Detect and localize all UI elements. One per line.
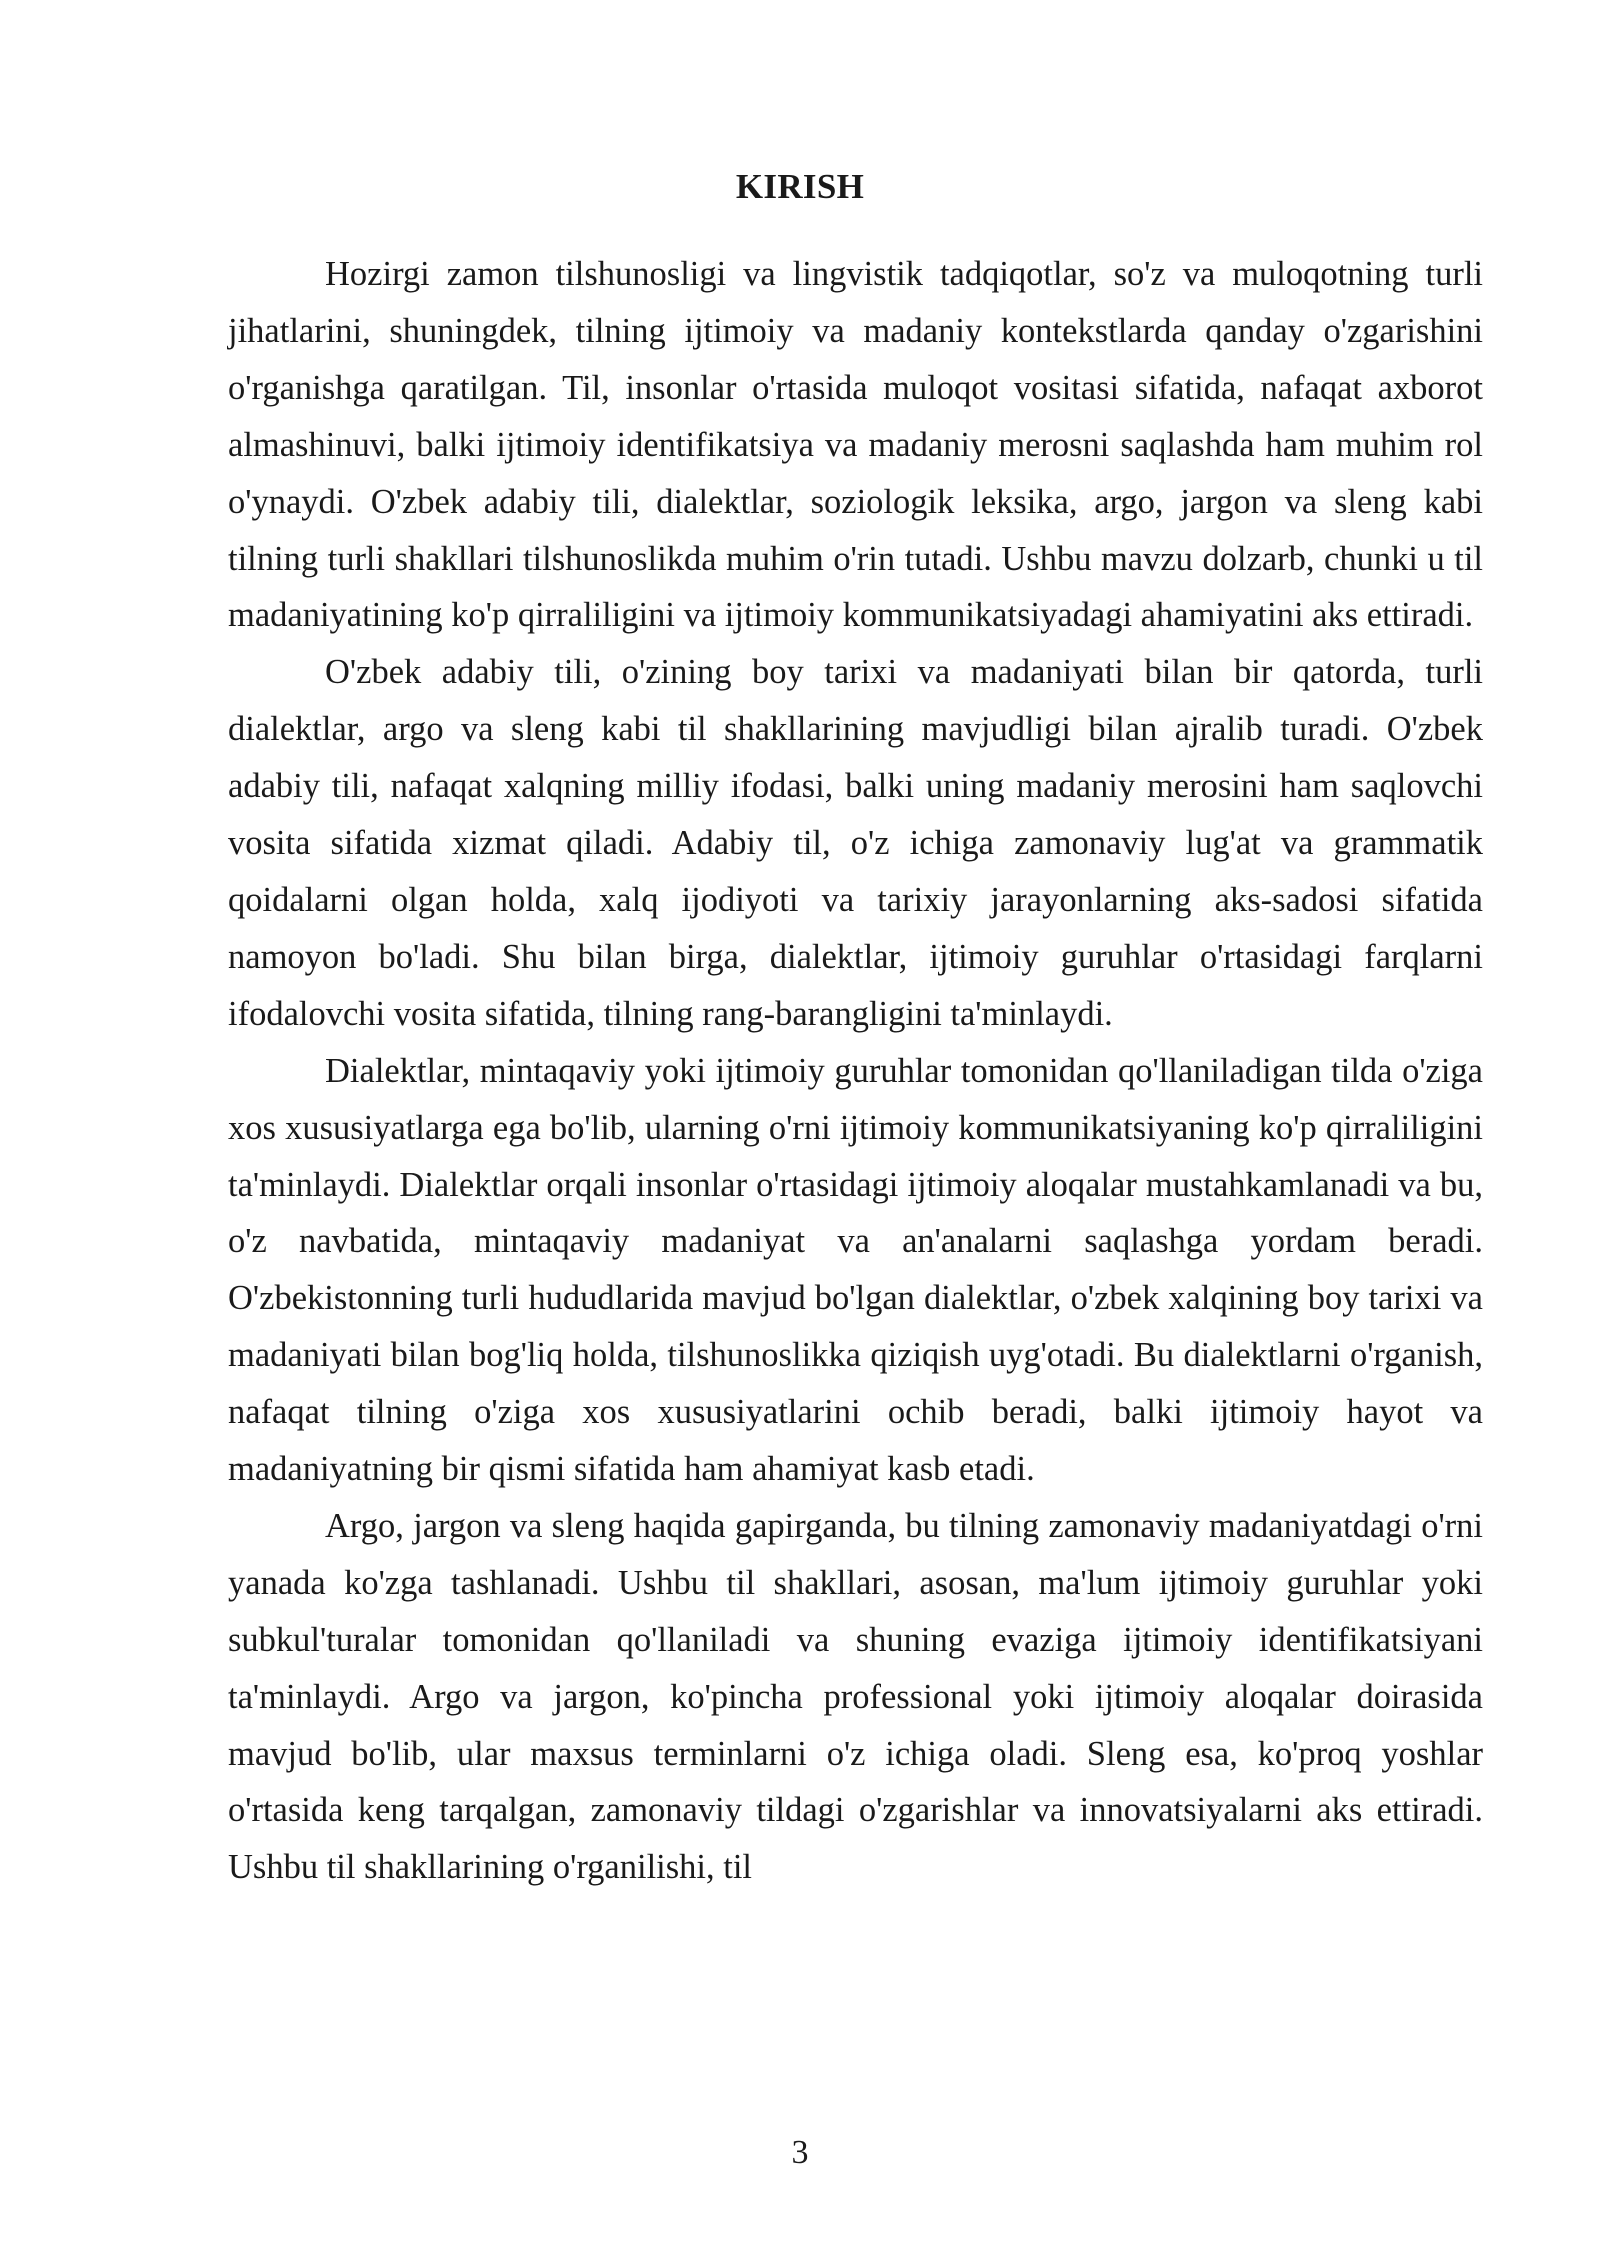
paragraph-2: O'zbek adabiy tili, o'zining boy tarixi va madaniyati bilan bir qatorda, turli dialektlar, argo va sleng kabi til shakllarining mavjudligi bilan ajralib turadi. O'zbek adabiy tili, nafaqat xalqning milliy ifodasi, balki uning madaniy merosini ham saqlovchi vosita sifatida xizmat qiladi. Adabiy til, o'z ichiga zamonaviy lug'at va grammatik qoidalarni olgan holda, xalq ijodiyoti va tarixiy jarayonlarning aks-sadosi sifatida namoyon bo'ladi. Shu bilan birga, dialektlar, ijtimoiy guruhlar o'rtasidagi farqlarni ifodalovchi vosita sifatida, tilning rang-barangligini ta'minlaydi. xyxy=(228,653,1483,1033)
body-text xyxy=(228,246,1483,1896)
page-number: 3 xyxy=(791,2134,809,2171)
paragraph-1: Hozirgi zamon tilshunosligi va lingvistik tadqiqotlar, so'z va muloqotning turli jihatlarini, shuningdek, tilning ijtimoiy va madaniy kontekstlarda qanday o'zgarishini o'rganishga qaratilgan. Til, insonlar o'rtasida muloqot vositasi sifatida, nafaqat axborot almashinuvi, balki ijtimoiy identifikatsiya va madaniy merosni saqlashda ham muhim rol o'ynaydi. O'zbek adabiy tili, dialektlar, soziologik leksika, argo, jargon va sleng kabi tilning turli shakllari tilshunoslikda muhim o'rin tutadi. Ushbu mavzu dolzarb, chunki u til madaniyatining ko'p qirraliligini va ijtimoiy kommunikatsiyadagi ahamiyatini aks ettiradi. xyxy=(228,255,1483,635)
paragraph-3: Dialektlar, mintaqaviy yoki ijtimoiy guruhlar tomonidan qo'llaniladigan tilda o'ziga xos xususiyatlarga ega bo'lib, ularning o'rni ijtimoiy kommunikatsiyaning ko'p qirraliligini ta'minlaydi. Dialektlar orqali insonlar o'rtasidagi ijtimoiy aloqalar mustahkamlanadi va bu, o'z navbatida, mintaqaviy madaniyat va an'analarni saqlashga yordam beradi. O'zbekistonning turli hududlarida mavjud bo'lgan dialektlar, o'zbek xalqining boy tarixi va madaniyati bilan bog'liq holda, tilshunoslikka qiziqish uyg'otadi. Bu dialektlarni o'rganish, nafaqat tilning o'ziga xos xususiyatlarini ochib beradi, balki ijtimoiy hayot va madaniyatning bir qismi sifatida ham ahamiyat kasb etadi. xyxy=(228,1051,1483,1489)
page-heading: KIRISH xyxy=(735,167,865,206)
paragraph-4: Argo, jargon va sleng haqida gapirganda, bu tilning zamonaviy madaniyatdagi o'rni yanada ko'zga tashlanadi. Ushbu til shakllari, asosan, ma'lum ijtimoiy guruhlar yoki subkul'turalar tomonidan qo'llaniladi va shuning evaziga ijtimoiy identifikatsiyani ta'minlaydi. Argo va jargon, ko'pincha professional yoki ijtimoiy aloqalar doirasida mavjud bo'lib, ular maxsus terminlarni o'z ichiga oladi. Sleng esa, ko'proq yoshlar o'rtasida keng tarqalgan, zamonaviy tildagi o'zgarishlar va innovatsiyalarni aks ettiradi. Ushbu til shakllarining o'rganilishi, til xyxy=(228,1506,1483,1887)
